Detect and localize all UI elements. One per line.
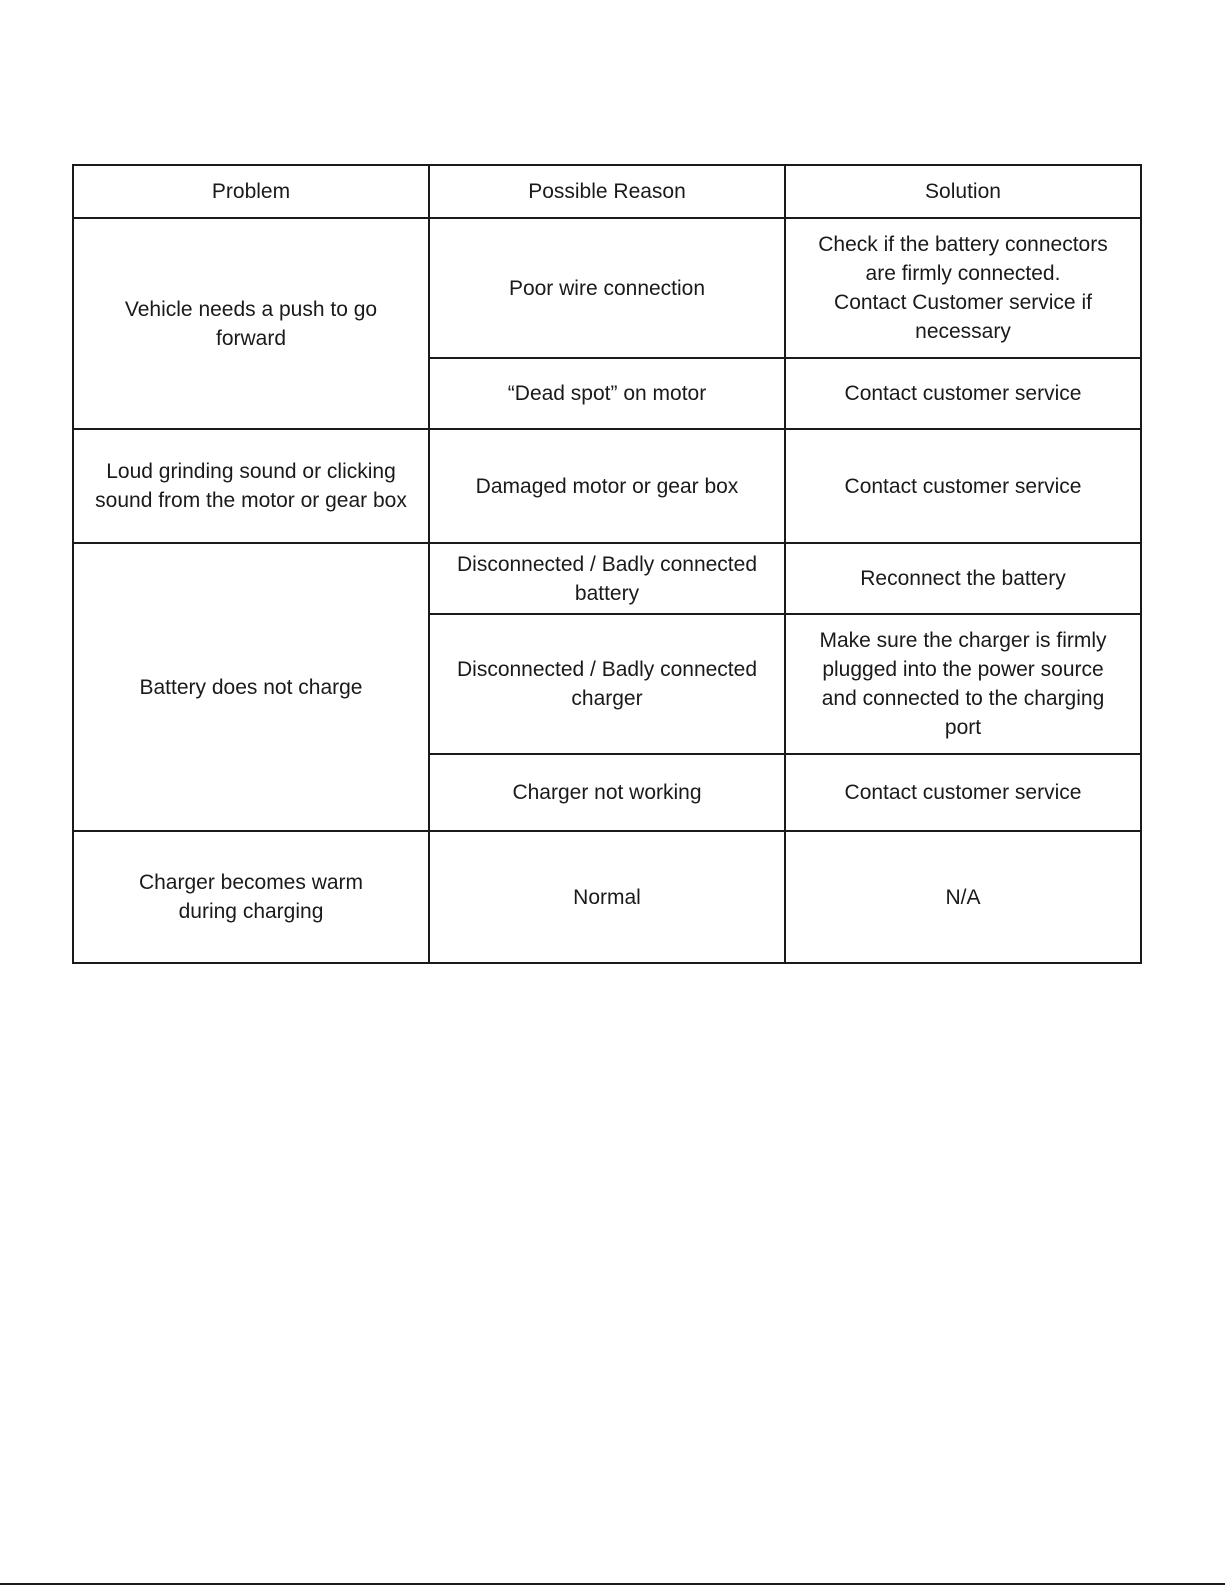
solution-cell: Check if the battery connectors are firmly connected. Contact Customer service if necessary — [785, 218, 1141, 358]
table-row — [73, 218, 1141, 358]
solution-cell: Reconnect the battery — [785, 543, 1141, 614]
header-problem: Problem — [73, 165, 429, 218]
reason-cell: Poor wire connection — [429, 218, 785, 358]
reason-cell: Disconnected / Badly connected battery — [429, 543, 785, 614]
reason-cell: Charger not working — [429, 754, 785, 831]
problem-cell: Charger becomes warm during charging — [73, 831, 429, 963]
problem-cell: Vehicle needs a push to go forward — [73, 218, 429, 429]
reason-cell: Damaged motor or gear box — [429, 429, 785, 543]
solution-cell: Contact customer service — [785, 754, 1141, 831]
table-row — [73, 429, 1141, 543]
problem-cell: Loud grinding sound or clicking sound from the motor or gear box — [73, 429, 429, 543]
solution-cell: Contact customer service — [785, 358, 1141, 429]
solution-cell: Contact customer service — [785, 429, 1141, 543]
reason-cell: Normal — [429, 831, 785, 963]
table-header-row — [73, 165, 1141, 218]
troubleshooting-table — [72, 164, 1142, 964]
reason-cell: Disconnected / Badly connected charger — [429, 614, 785, 754]
solution-cell: Make sure the charger is firmly plugged into the power source and connected to the charging port — [785, 614, 1141, 754]
reason-cell: “Dead spot” on motor — [429, 358, 785, 429]
header-possible-reason: Possible Reason — [429, 165, 785, 218]
header-solution: Solution — [785, 165, 1141, 218]
table-row — [73, 543, 1141, 614]
problem-cell: Battery does not charge — [73, 543, 429, 831]
solution-cell: N/A — [785, 831, 1141, 963]
table-row — [73, 831, 1141, 963]
